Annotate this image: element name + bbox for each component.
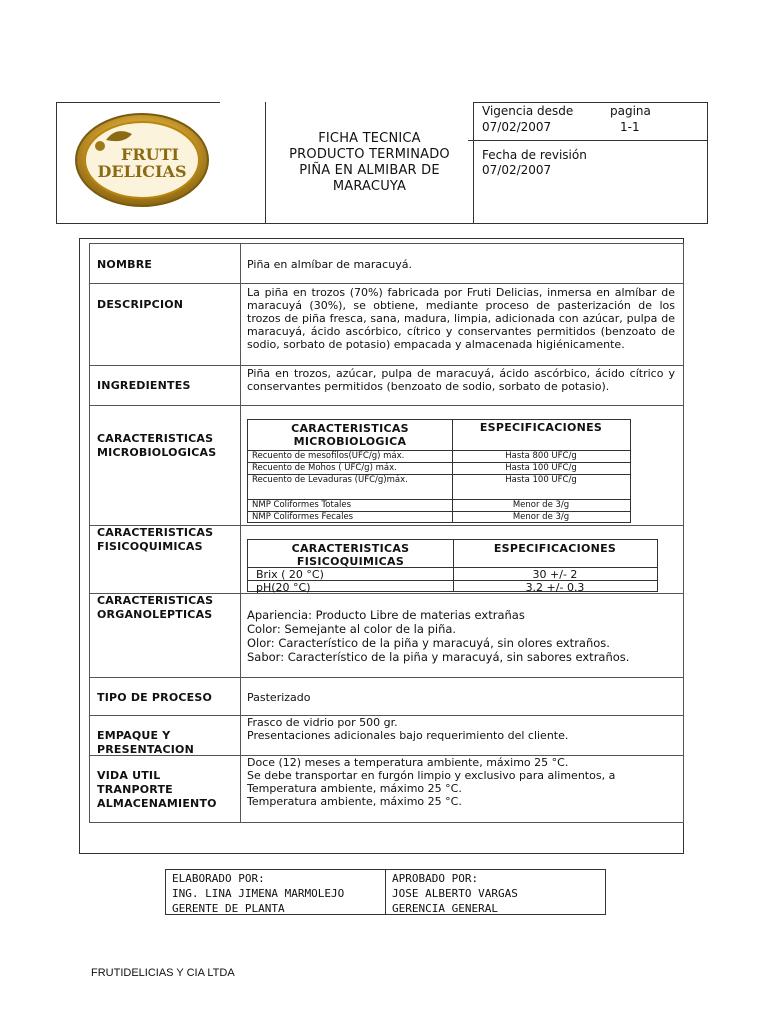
empaque-line: Frasco de vidrio por 500 gr. (247, 716, 398, 729)
fisico-name: Brix ( 20 °C) (256, 568, 324, 581)
logo-text-fruti: FRUTI (121, 145, 179, 164)
column-divider (240, 284, 241, 365)
column-divider (240, 678, 241, 715)
meta-divider (474, 140, 708, 141)
signature-divider (385, 870, 386, 914)
organoleptic-line: Color: Semejante al color de la piña. (247, 622, 457, 636)
micro-name: Recuento de mesofilos(UFC/g) máx. (252, 451, 405, 461)
vida-util-line: Se debe transportar en furgón limpio y exclusivo para alimentos, a (247, 769, 616, 782)
nombre-value: Piña en almíbar de maracuyá. (247, 258, 412, 271)
signature-table (165, 869, 606, 915)
row-nombre (89, 243, 684, 283)
vigencia-date: 07/02/2007 (482, 120, 552, 134)
physicochemical-table (247, 539, 658, 592)
vida-util-label: VIDA UTIL TRANPORTE ALMACENAMIENTO (97, 769, 217, 810)
fisico-name: pH(20 °C) (256, 581, 311, 594)
micro-name: NMP Coliformes Fecales (252, 512, 354, 522)
column-divider (240, 526, 241, 593)
micro-spec: Hasta 100 UFC/g (505, 463, 577, 473)
micro-spec: Hasta 800 UFC/g (505, 451, 577, 461)
vigencia-label: Vigencia desde (482, 104, 574, 118)
micro-name: Recuento de Levaduras (UFC/g)máx. (252, 475, 408, 485)
aprobado-name: JOSE ALBERTO VARGAS (392, 887, 518, 900)
row-fisicoquimicas (89, 525, 684, 593)
empaque-value (247, 716, 675, 742)
organoleptic-line: Sabor: Característico de la piña y maracuyá, sin sabores extraños. (247, 650, 630, 664)
micro-spec: Menor de 3/g (512, 512, 570, 522)
micro-name: Recuento de Mohos ( UFC/g) máx. (252, 463, 397, 473)
column-divider (240, 594, 241, 677)
vida-util-line: Doce (12) meses a temperatura ambiente, máximo 25 °C. (247, 756, 569, 769)
micro-col1-header: CARACTERISTICAS MICROBIOLOGICA (291, 422, 409, 448)
title-line: FICHA TECNICA (318, 131, 421, 146)
column-divider (240, 716, 241, 755)
aprobado-role: GERENCIA GENERAL (392, 902, 498, 915)
ingredientes-label: INGREDIENTES (97, 379, 191, 392)
proceso-label: TIPO DE PROCESO (97, 691, 213, 704)
descripcion-value: La piña en trozos (70%) fabricada por Fruti Delicias, inmersa en almíbar de maracuyá (30%), se obtiene, mediante proceso de pasterización de los trozos de piña fresca, sana, madura, limpia, adicionada con azúcar, pulpa de maracuyá, ácido ascórbico, cítrico y conservantes permitidos (benzoato de sodio, sorbato de potasio) empacada y almacenada higiénicamente. (247, 286, 675, 351)
table-row (248, 474, 630, 500)
micro-spec: Hasta 100 UFC/g (505, 475, 577, 485)
nombre-label: NOMBRE (97, 258, 153, 271)
spec-table (89, 243, 684, 823)
column-divider (240, 244, 241, 283)
table-row (248, 511, 630, 524)
micro-spec: Menor de 3/g (512, 500, 570, 510)
fisicoquimicas-label: CARACTERISTICAS FISICOQUIMICAS (97, 526, 214, 553)
elaborado-role: GERENTE DE PLANTA (172, 902, 285, 915)
column-divider (240, 756, 241, 822)
pagina-value: 1-1 (620, 120, 640, 134)
microbiologicas-label: CARACTERISTICAS MICROBIOLOGICAS (97, 432, 217, 459)
vida-util-line: Temperatura ambiente, máximo 25 °C. (247, 782, 462, 795)
meta-divider-tick (468, 140, 474, 141)
title-line: MARACUYA (332, 179, 407, 194)
fisico-spec: 3.2 +/- 0.3 (525, 581, 585, 594)
aprobado-block (392, 871, 518, 916)
logo-cell (56, 102, 266, 224)
ingredientes-value: Piña en trozos, azúcar, pulpa de maracuyá, ácido ascórbico, ácido cítrico y conservantes permitidos (benzoato de sodio, sorbato de potasio). (247, 367, 675, 393)
column-divider (240, 366, 241, 405)
micro-name: NMP Coliformes Totales (252, 500, 352, 510)
empaque-line: Presentaciones adicionales bajo requerimiento del cliente. (247, 729, 569, 742)
document-title (266, 102, 474, 224)
row-organolepticas (89, 593, 684, 677)
document-meta (474, 102, 708, 224)
vida-util-line: Temperatura ambiente, máximo 25 °C. (247, 795, 462, 808)
organoleptic-line: Olor: Característico de la piña y maracuyá, sin olores extraños. (247, 636, 610, 650)
row-ingredientes (89, 365, 684, 405)
empaque-label: EMPAQUE Y PRESENTACION (97, 729, 194, 756)
elaborado-label: ELABORADO POR: (172, 872, 265, 885)
row-empaque (89, 715, 684, 755)
elaborado-name: ING. LINA JIMENA MARMOLEJO (172, 887, 345, 900)
footer-company: FRUTIDELICIAS Y CIA LTDA (91, 967, 235, 979)
organoleptic-line: Apariencia: Producto Libre de materias extrañas (247, 608, 525, 622)
microbiology-table (247, 419, 631, 523)
fisico-spec: 30 +/- 2 (532, 568, 578, 581)
document-header (56, 102, 708, 224)
row-proceso (89, 677, 684, 715)
table-row (248, 567, 657, 581)
table-row (248, 580, 657, 594)
fruit-icon (95, 141, 105, 151)
fruti-delicias-logo (56, 102, 266, 224)
row-microbiologicas (89, 405, 684, 525)
elaborado-block (172, 871, 344, 916)
pagina-label: pagina (610, 104, 651, 118)
logo-text-delicias: DELICIAS (97, 162, 187, 181)
organolepticas-label: CARACTERISTICAS ORGANOLEPTICAS (97, 594, 214, 621)
vida-util-value (247, 756, 675, 808)
title-line: PRODUCTO TERMINADO (289, 147, 450, 162)
fisico-col2-header: ESPECIFICACIONES (493, 542, 617, 555)
descripcion-label: DESCRIPCION (97, 298, 184, 311)
aprobado-label: APROBADO POR: (392, 872, 479, 885)
revision-date: 07/02/2007 (482, 163, 552, 177)
fisico-col1-header: CARACTERISTICAS FISICOQUIMICAS (291, 542, 410, 568)
row-vida-util (89, 755, 684, 823)
row-descripcion (89, 283, 684, 365)
column-divider (240, 406, 241, 525)
revision-label: Fecha de revisión (482, 148, 587, 162)
proceso-value: Pasterizado (247, 691, 311, 704)
organolepticas-value (247, 608, 675, 664)
micro-col2-header: ESPECIFICACIONES (479, 421, 603, 434)
title-line: PIÑA EN ALMIBAR DE (299, 163, 440, 178)
